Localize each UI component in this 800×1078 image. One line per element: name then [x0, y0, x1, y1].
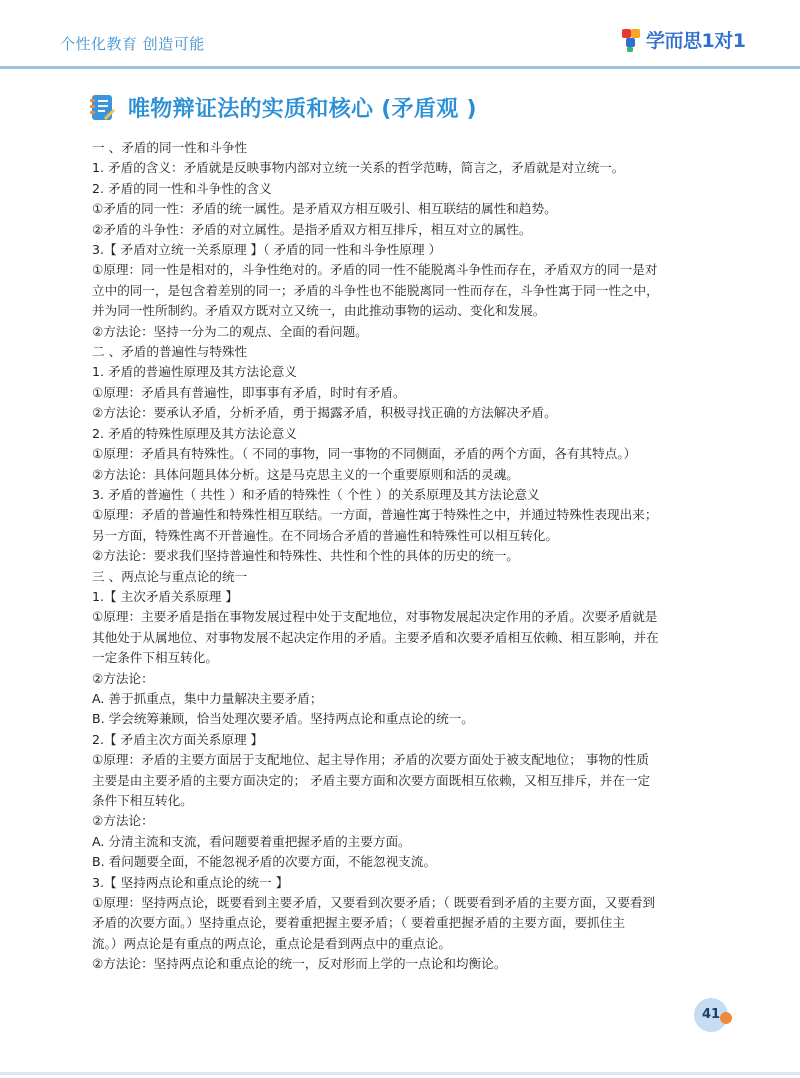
text-line: 主要是由主要矛盾的主要方面决定的； 矛盾主要方面和次要方面既相互依赖，又相互排斥，并在一定 [92, 772, 651, 788]
text-line: ①原理：矛盾的普遍性和特殊性相互联结。一方面，普遍性寓于特殊性之中，并通过特殊性表现出来； [92, 507, 658, 523]
text-line: B. 看问题要全面，不能忽视矛盾的次要方面，不能忽视支流。 [92, 854, 437, 870]
text-line: 二 、矛盾的普遍性与特殊性 [92, 344, 248, 360]
brand [620, 26, 745, 53]
text-line: 一 、矛盾的同一性和斗争性 [92, 140, 248, 155]
text-line: ①原理：矛盾具有特殊性。（ 不同的事物，同一事物的不同侧面，矛盾的两个方面，各有其特点。） [92, 446, 637, 462]
text-line: ①原理：主要矛盾是指在事物发展过程中处于支配地位，对事物发展起决定作用的矛盾。次要矛盾就是 [92, 609, 658, 625]
text-line: 另一方面，特殊性离不开普遍性。在不同场合矛盾的普遍性和特殊性可以相互转化。 [92, 527, 558, 543]
text-line: B. 学会统筹兼顾，恰当处理次要矛盾。坚持两点论和重点论的统一。 [92, 711, 474, 727]
text-line: ②方法论： [92, 670, 154, 686]
page-number-badge: 41 [694, 998, 728, 1032]
page-title: 唯物辩证法的实质和核心 (矛盾观 ) [128, 97, 477, 122]
text-line: 2. 矛盾的特殊性原理及其方法论意义 [92, 425, 297, 441]
text-line: 1. 矛盾的含义：矛盾就是反映事物内部对立统一关系的哲学范畴，简言之，矛盾就是对立统一。 [92, 160, 625, 176]
text-line: 一定条件下相互转化。 [92, 650, 218, 666]
document-icon [90, 94, 116, 122]
text-line: 并为同一性所制约。矛盾双方既对立又统一，由此推动事物的运动、变化和发展。 [92, 303, 546, 319]
text-line: ②方法论：具体问题具体分析。这是马克思主义的一个重要原则和活的灵魂。 [92, 466, 519, 482]
text-line: ①原理：矛盾的主要方面居于支配地位、起主导作用；矛盾的次要方面处于被支配地位； 事物的性质 [92, 752, 649, 768]
text-line: ①矛盾的同一性：矛盾的统一属性。是矛盾双方相互吸引、相互联结的属性和趋势。 [92, 201, 557, 217]
brand-logo-icon [620, 27, 642, 53]
text-line: ①原理：矛盾具有普遍性，即事事有矛盾，时时有矛盾。 [92, 384, 406, 400]
text-line: ②方法论： [92, 813, 154, 829]
text-line: ②矛盾的斗争性：矛盾的对立属性。是指矛盾双方相互排斥，相互对立的属性。 [92, 221, 532, 237]
text-line: 2. 矛盾的同一性和斗争性的含义 [92, 180, 272, 196]
text-line: ②方法论：坚持一分为二的观点、全面的看问题。 [92, 323, 368, 339]
text-line: 矛盾的次要方面。）坚持重点论，要着重把握主要矛盾；（ 要着重把握矛盾的主要方面，要抓住主 [92, 915, 625, 931]
brand-name: 学而思1对1 [646, 30, 746, 52]
text-line: ②方法论：要求我们坚持普遍性和特殊性、共性和个性的具体的历史的统一。 [92, 548, 519, 564]
text-line: 三 、两点论与重点论的统一 [92, 568, 248, 584]
header-slogan: 个性化教育 创造可能 [60, 35, 205, 53]
text-line: 1. 矛盾的普遍性原理及其方法论意义 [92, 364, 297, 380]
text-line: 3.【 坚持两点论和重点论的统一 】 [92, 874, 289, 890]
page-badge-dot [720, 1012, 732, 1024]
footer-divider [0, 1072, 800, 1075]
text-line: ②方法论：坚持两点论和重点论的统一，反对形而上学的一点论和均衡论。 [92, 956, 507, 972]
text-line: 其他处于从属地位、对事物发展不起决定作用的矛盾。主要矛盾和次要矛盾相互依赖、相互影响，并在 [92, 629, 659, 645]
text-line: ②方法论：要承认矛盾，分析矛盾，勇于揭露矛盾，积极寻找正确的方法解决矛盾。 [92, 405, 557, 421]
text-line: ①原理：坚持两点论，既要看到主要矛盾，又要看到次要矛盾；（ 既要看到矛盾的主要方面，又要看到 [92, 895, 656, 911]
text-line: 2.【 矛盾主次方面关系原理 】 [92, 731, 264, 747]
page-header [0, 0, 800, 68]
content-body [92, 138, 722, 975]
text-line: A. 善于抓重点，集中力量解决主要矛盾； [92, 690, 323, 706]
text-line: 流。）两点论是有重点的两点论，重点论是看到两点中的重点论。 [92, 935, 451, 951]
header-divider [0, 66, 800, 69]
text-line: A. 分清主流和支流，看问题要着重把握矛盾的主要方面。 [92, 833, 411, 849]
text-line: 3. 矛盾的普遍性（ 共性 ）和矛盾的特殊性（ 个性 ）的关系原理及其方法论意义 [92, 486, 540, 502]
text-line: 条件下相互转化。 [92, 793, 193, 808]
section-title-row [90, 92, 477, 123]
text-line: 立中的同一，是包含着差别的同一；矛盾的斗争性也不能脱离同一性而存在，斗争性寓于同一性之中， [92, 282, 659, 298]
text-line: 3.【 矛盾对立统一关系原理 】（ 矛盾的同一性和斗争性原理 ） [92, 242, 442, 258]
text-line: 1.【 主次矛盾关系原理 】 [92, 588, 238, 604]
text-line: ①原理：同一性是相对的，斗争性绝对的。矛盾的同一性不能脱离斗争性而存在，矛盾双方的同一是对 [92, 262, 658, 278]
